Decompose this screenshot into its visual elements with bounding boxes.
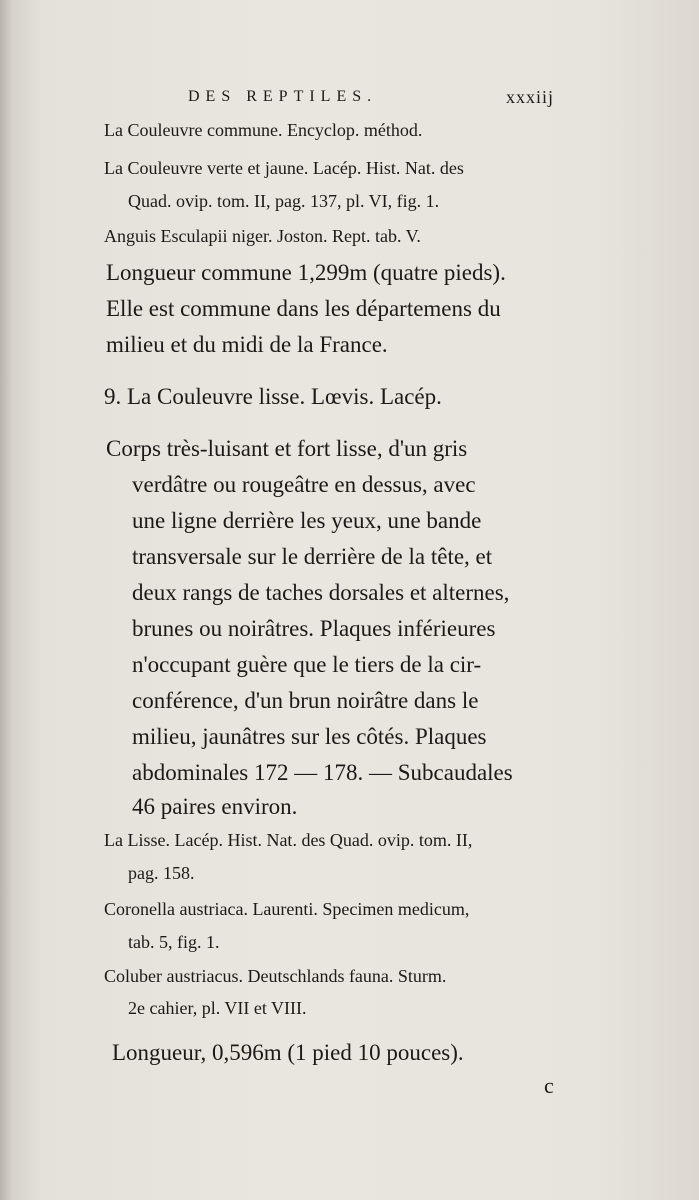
text-line: Longueur, 0,596m (1 pied 10 pouces). <box>112 1040 464 1065</box>
text-line: pag. 158. <box>128 863 195 883</box>
running-title: DES REPTILES. <box>188 88 378 105</box>
text-line: deux rangs de taches dorsales et alternes, <box>132 580 510 605</box>
text-line: n'occupant guère que le tiers de la cir- <box>132 652 482 677</box>
text-line: conférence, d'un brun noirâtre dans le <box>132 688 479 713</box>
text-line: Coronella austriaca. Laurenti. Specimen medicum, <box>104 899 470 919</box>
text-line: brunes ou noirâtres. Plaques inférieures <box>132 616 496 641</box>
text-line: verdâtre ou rougeâtre en dessus, avec <box>132 472 476 497</box>
text-line: Coluber austriacus. Deutschlands fauna. Sturm. <box>104 966 447 986</box>
page-folio: xxxiij <box>506 87 555 107</box>
text-line: Corps très-luisant et fort lisse, d'un gris <box>106 436 468 461</box>
text-line: 2e cahier, pl. VII et VIII. <box>128 998 307 1018</box>
text-line: abdominales 172 — 178. — Subcaudales <box>132 760 513 785</box>
text-line: La Couleuvre commune. Encyclop. méthod. <box>104 120 423 140</box>
text-line: milieu et du midi de la France. <box>106 332 388 357</box>
text-line: La Couleuvre verte et jaune. Lacép. Hist. Nat. des <box>104 158 464 178</box>
text-line: La Lisse. Lacép. Hist. Nat. des Quad. ovip. tom. II, <box>104 830 473 850</box>
text-line: Quad. ovip. tom. II, pag. 137, pl. VI, fig. 1. <box>128 191 440 211</box>
signature-mark: c <box>544 1073 554 1098</box>
text-line: transversale sur le derrière de la tête, et <box>132 544 493 569</box>
text-line: 46 paires environ. <box>132 794 298 819</box>
text-line: Longueur commune 1,299m (quatre pieds). <box>106 260 506 285</box>
text-line: Anguis Esculapii niger. Joston. Rept. tab. V. <box>104 226 421 246</box>
species-heading: 9. La Couleuvre lisse. Lœvis. Lacép. <box>104 384 442 409</box>
text-line: une ligne derrière les yeux, une bande <box>132 508 482 533</box>
text-line: milieu, jaunâtres sur les côtés. Plaques <box>132 724 487 749</box>
text-line: tab. 5, fig. 1. <box>128 932 220 952</box>
page-gutter-shadow <box>0 0 18 1200</box>
text-line: Elle est commune dans les départemens du <box>106 296 501 321</box>
